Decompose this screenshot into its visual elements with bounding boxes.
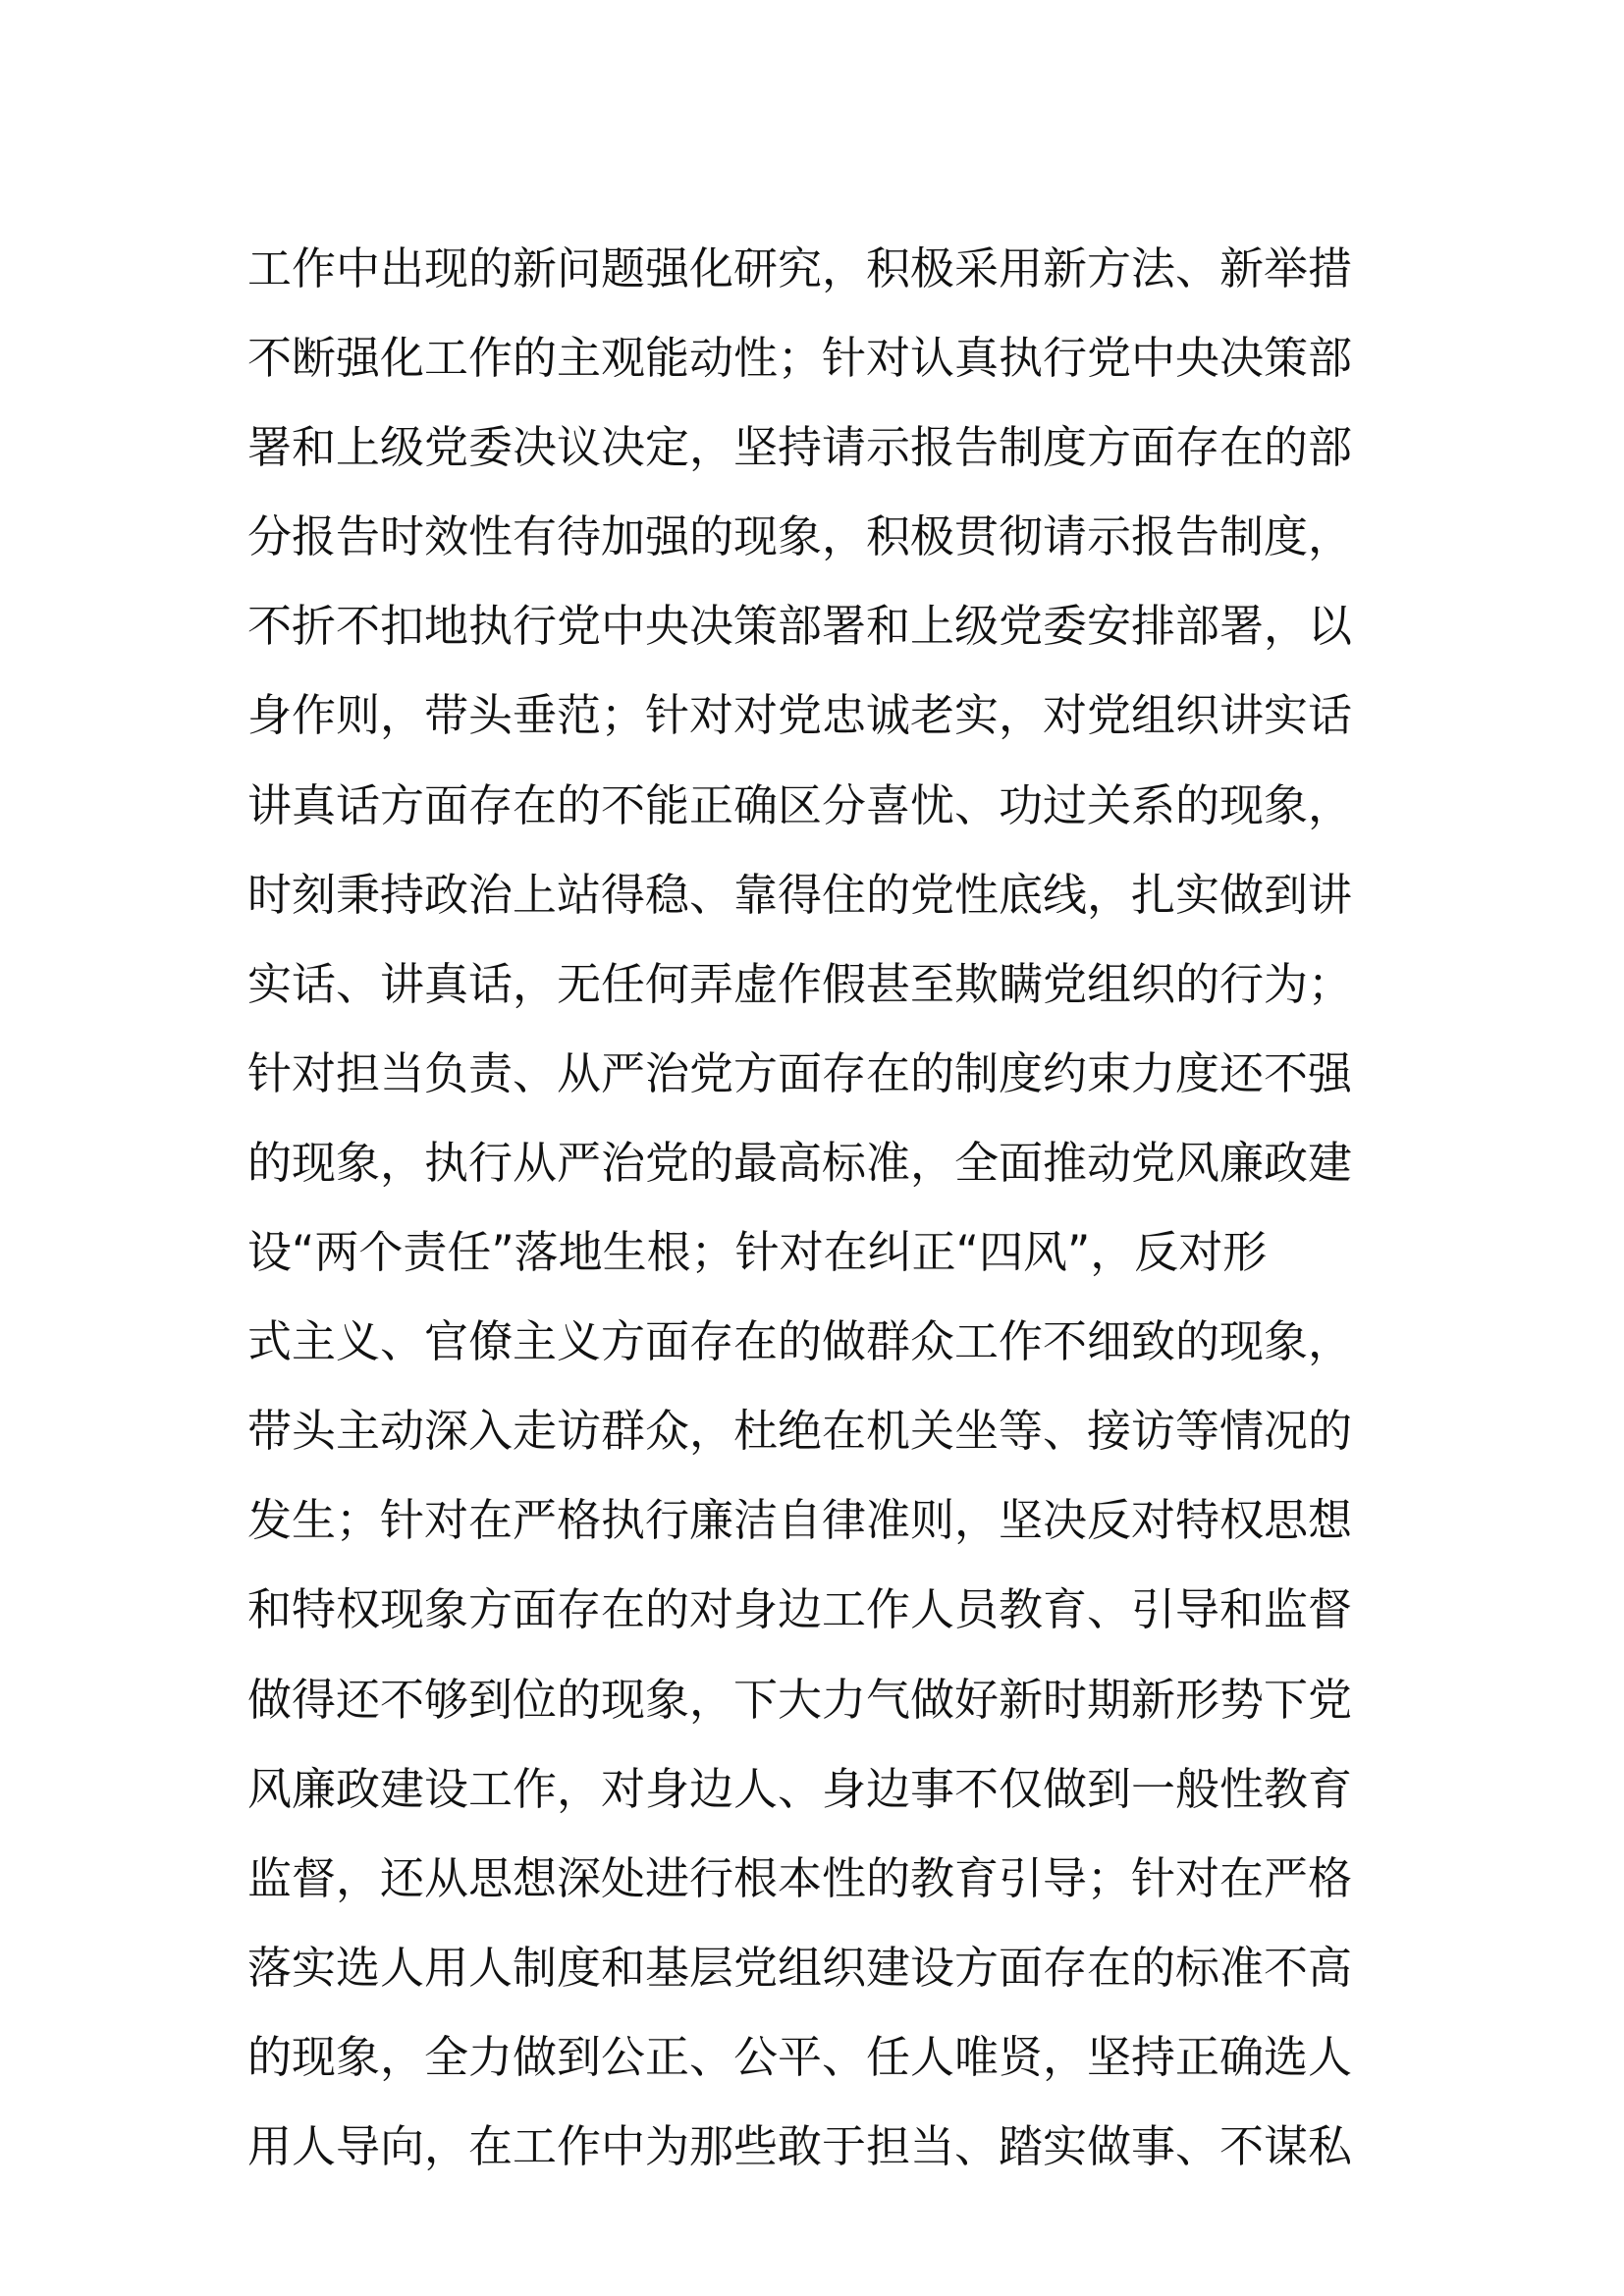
- text-line: 的现象，执行从严治党的最高标准，全面推动党风廉政建: [247, 1136, 1353, 1189]
- text-line: 风廉政建设工作，对身边人、身边事不仅做到一般性教育: [247, 1762, 1353, 1815]
- text-line: 实话、讲真话，无任何弄虚作假甚至欺瞒党组织的行为；: [247, 957, 1353, 1010]
- text-line: 用人导向，在工作中为那些敢于担当、踏实做事、不谋私: [247, 2119, 1353, 2172]
- text-line: 工作中出现的新问题强化研究，积极采用新方法、新举措: [247, 242, 1353, 294]
- text-line: 设“两个责任”落地生根；针对在纠正“四风”，反对形: [247, 1226, 1268, 1279]
- text-line: 身作则，带头垂范；针对对党忠诚老实，对党组织讲实话: [247, 689, 1353, 742]
- text-line: 发生；针对在严格执行廉洁自律准则，坚决反对特权思想: [247, 1494, 1353, 1547]
- body-text: [247, 224, 1386, 2191]
- text-line: 和特权现象方面存在的对身边工作人员教育、引导和监督: [247, 1583, 1353, 1636]
- text-line: 针对担当负责、从严治党方面存在的制度约束力度还不强: [247, 1046, 1353, 1099]
- text-line: 时刻秉持政治上站得稳、靠得住的党性底线，扎实做到讲: [247, 868, 1353, 921]
- text-line: 讲真话方面存在的不能正确区分喜忧、功过关系的现象，: [247, 778, 1353, 831]
- text-line: 不断强化工作的主观能动性；针对认真执行党中央决策部: [247, 332, 1353, 385]
- text-line: 不折不扣地执行党中央决策部署和上级党委安排部署，以: [247, 600, 1353, 653]
- text-line: 落实选人用人制度和基层党组织建设方面存在的标准不高: [247, 1941, 1353, 1994]
- text-line: 式主义、官僚主义方面存在的做群众工作不细致的现象，: [247, 1315, 1353, 1368]
- text-line: 的现象，全力做到公正、公平、任人唯贤，坚持正确选人: [247, 2030, 1353, 2083]
- text-line: 署和上级党委决议决定，坚持请示报告制度方面存在的部: [247, 421, 1353, 474]
- text-line: 监督，还从思想深处进行根本性的教育引导；针对在严格: [247, 1851, 1353, 1904]
- text-line: 做得还不够到位的现象，下大力气做好新时期新形势下党: [247, 1673, 1353, 1726]
- text-line: 带头主动深入走访群众，杜绝在机关坐等、接访等情况的: [247, 1405, 1353, 1458]
- text-line: 分报告时效性有待加强的现象，积极贯彻请示报告制度，: [247, 510, 1353, 563]
